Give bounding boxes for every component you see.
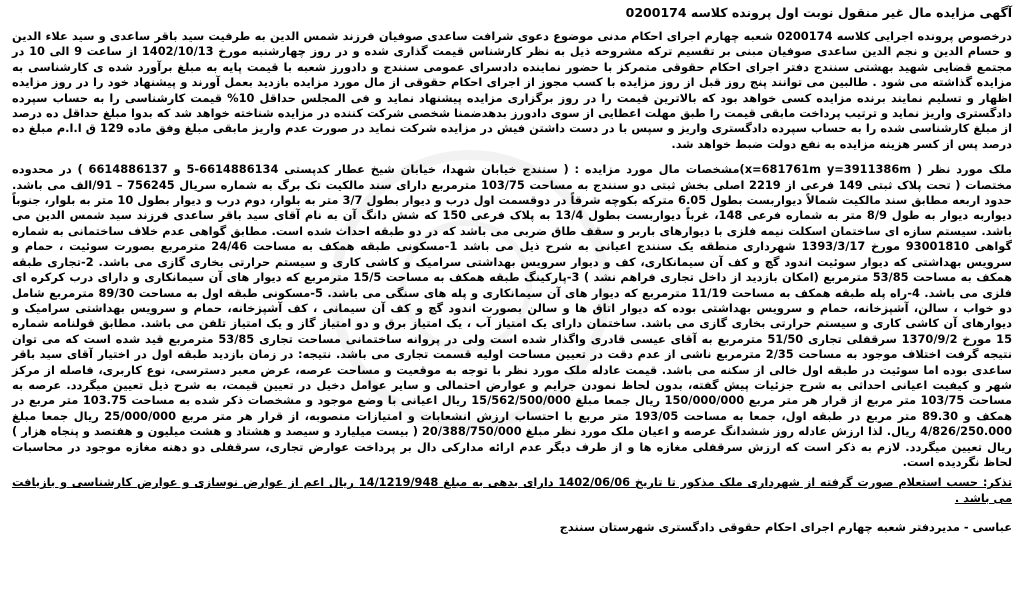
notice-content <box>12 4 1012 536</box>
property-description-paragraph: ملک مورد نظر ( x=681761m y=3911386m)مشخصات مال مورد مزایده : ( سنندج خیابان شهدا، خیابان شیخ عطار کدپستی 6614886134-5 و 6614886137 ) در محدوده مختصات ( تحت پلاک ثبتی 149 فرعی از 2219 اصلی بخش ثبتی دو سنندج به مساحت 103/75 مترمربع دارای سند مالکیت تک برگ به شماره سریال 756245 – 91/الف می باشد. حدود اربعه مطابق سند مالکیت شمالاً دیواربست بطول 6.05 مترکه بکوچه شرقاً در دوقسمت اول درب و دیوار بطول 3/7 متر به بلوار، دوم درب و دیوار بطول 10 متر به بلوار، جنوباً دیواربه دیوار به طول 8/9 متر به شماره فرعی 148، غرباً دیواربست بطول 13/4 به پلاک فرعی 150 که شش دانگ آن به نام آقای سید باقر ساعدی فرزند سید شمس الدین می باشد. سیستم سازه ای ساختمان اسکلت نیمه فلزی با دیوارهای باربر و سقف طاق ضربی می باشد که در دو طبقه احداث شده است. مطابق گواهی عدم خلاف ساختمانی به شماره گواهی 93001810 مورخ 1393/3/17 شهرداری منطقه یک سنندج اعیانی به شرح ذیل می باشد 1-مسکونی طبقه همکف به مساحت 24/46 مترمربع بصورت سوئیت ، حمام و سرویس بهداشتی که دیوار سوئیت اندود گچ و کف آن سیمانکاری، کف و دیوار سرویس بهداشتی سرامیک و کاشی کاری و سیستم حرارتی بخاری گازی می باشد. 2-تجاری طبقه همکف به مساحت 53/85 مترمربع (امکان بازدید از داخل تجاری فراهم نشد ) 3-پارکینگ طبقه همکف به مساحت 15/5 مترمربع که دیوار های آن سیمانکاری و دارای درب کرکره ای فلزی می باشد. 4-راه پله طبقه همکف به مساحت 11/19 مترمربع که دیوار های آن سیمانکاری و پله های سنگی می باشد. 5-مسکونی طبقه اول به مساحت 89/30 مترمربع شامل دو خواب ، سالن، آشپزخانه، حمام و سرویس بهداشتی بوده که دیوار اتاق ها و سالن بصورت اندود گچ و کف آن سیمانی ، کف آشپزخانه، حمام و سرویس بهداشتی سرامیک و دیوارهای آن کاشی کاری و سیستم حرارتی بخاری گازی می باشد. ساختمان دارای یک امتیاز آب ، یک امتیاز برق و دو امتیاز گاز و یک امتیاز تلفن می باشد. مطابق قولنامه شماره 15 مورخ 1370/9/2 سرقفلی تجاری 51/50 مترمربع به آقای عیسی قادری واگذار شده است ولی در پروانه ساختمانی مساحت تجاری 53/85 مترمربع قید شده است که می توان نتیجه گرفت اختلاف موجود به مساحت 2/35 مترمربع ناشی از عدم دقت در تعیین مساحت اولیه قسمت تجاری می باشد. نتیجه: در زمان بازدید طبقه اول در اختیار آقای سید باقر ساعدی بوده اما سوئیت در طبقه اول خالی از سکنه می باشد. قیمت عادله ملک مورد نظر با توجه به موقعیت و مساحت عرصه، عرض معبر دسترسی، نوع کاربری، فاصله از مرکز شهر و کیفیت اعیانی احداثی به شرح جزئیات پیش گفته، بدون لحاظ نمودن جرایم و عوارض احتمالی و سایر عوامل دخیل در تعیین قیمت، به شرح ذیل تعیین میگردد. عرصه به مساحت 103/75 متر مربع از قرار هر متر مربع 150/000/000 ریال جمعا مبلغ 15/562/500/000 ریال اعیانی با وضع موجود و مشخصات ذکر شده به مساحت 103.75 متر مربع در همکف و 89.30 متر مربع در طبقه اول، جمعا به مساحت 193/05 متر مربع با احتساب ارزش انشعابات و امتیازات منصوبه، از قرار هر متر مربع 25/000/000 ریال جمعا مبلغ 4/826/250.000 ریال. لذا ارزش عادله روز ششدانگ عرصه و اعیان ملک مورد نظر مبلغ 20/388/750/000 ( بیست میلیارد و سیصد و هشتاد و هشت میلیون و هفتصد و پنجاه هزار ) ریال تعیین میگردد. لازم به ذکر است که ارزش سرقفلی مغازه ها و از طرف دیگر عدم ارائه مدارکی دال بر پرداخت عوارض تجاری، سرقفلی دو دهنه مغازه موجود در محاسبات لحاظ نگردیده است. <box>12 162 1013 469</box>
note-paragraph: تذکر: حسب استعلام صورت گرفته از شهرداری ملک مذکور تا تاریخ 1402/06/06 دارای بدهی به مبلغ 14/1219/948 ریال اعم از عوارض نوسازی و عوارض کارشناسی و بازیافت می باشد . <box>12 475 1013 505</box>
notice-title: آگهی مزایده مال غیر منقول نوبت اول پرونده کلاسه 0200174 <box>625 5 1012 20</box>
signature-line: عباسی - مدیردفتر شعبه چهارم اجرای احکام حقوقی دادگستری شهرستان سنندج <box>559 520 1012 535</box>
intro-paragraph: درخصوص پرونده اجرایی کلاسه 0200174 شعبه چهارم اجرای احکام مدنی موضوع دعوی شرافت ساعدی صوفیان فرزند شمس الدین به طرفیت سید باقر ساعدی و سید علاء الدین و حسام الدین و نجم الدین ساعدی صوفیان مبنی بر تقسیم ترکه مشروحه ذیل به نظر کارشناس قیمت گذاری شده و در روز چهارشنبه مورخ 1402/10/13 از ساعت 9 الی 10 در مجتمع قضایی شهید بهشتی سنندج دفتر اجرای احکام حقوقی متمرکز با حضور نماینده دادسرای عمومی سنندج و دادورز شعبه با قیمت پایه به مبلغ برآورد شده ی کارشناسی به مزایده گذاشته می شود . طالبین می توانند پنج روز قبل از روز مزایده با کسب مجوز از اجرای احکام حقوقی از مال مورد مزایده بازدید بعمل آورند و پیشنهاد خود را در روز مزایده اظهار و تسلیم نمایند برنده مزایده کسی خواهد بود که بالاترین قیمت را در روز برگزاری مزایده پیشنهاد نماید و فی المجلس حداقل 10% قیمت کارشناسی را به حساب سپرده دادگستری واریز نماید و ترتیب پرداخت مابقی قیمت را طبق مهلت اعطایی از سوی دادورز بدهدضمنا شخصی شرکت کننده در مزایده شناخته خواهد شد که بدوا مبلغ حداقل ده درصد از مبلغ کارشناسی شده را به حساب سپرده دادگستری واریز و سپس با در دست داشتن فیش در مزایده شرکت نماید در صورت عدم واریز مابقی مبلغ وفق ماده 129 ق ا.ا.م مبلغ ده درصد پس از کسر هزینه مزایده به نفع دولت ضبط خواهد شد. <box>12 29 1013 151</box>
